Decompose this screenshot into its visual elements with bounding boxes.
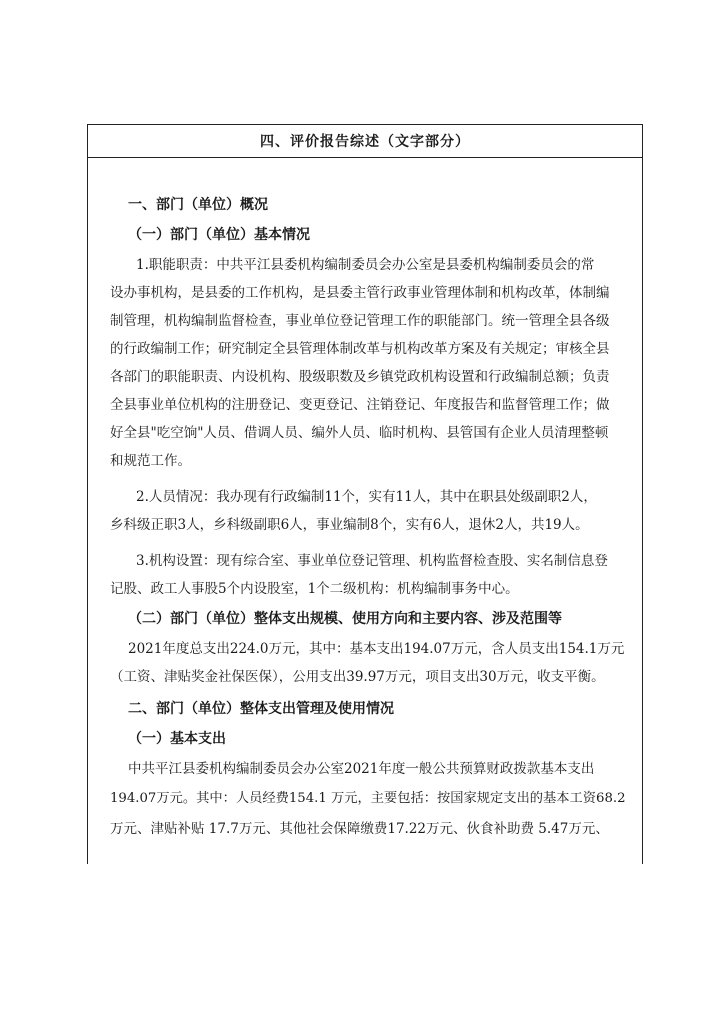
paragraph-line: 3.机构设置：现有综合室、事业单位登记管理、机构监督检查股、实名制信息登 xyxy=(136,553,608,569)
paragraph-line: 各部门的职能职责、内设机构、股级职数及乡镇党政机构设置和行政编制总额；负责 xyxy=(110,369,610,385)
report-table xyxy=(87,124,643,864)
paragraph-line: 记股、政工人事股5个内设股室，1个二级机构：机构编制事务中心。 xyxy=(110,581,519,597)
section1-heading: 一、部门（单位）概况 xyxy=(128,197,268,213)
section1-sub1-heading: （一）部门（单位）基本情况 xyxy=(128,227,310,243)
paragraph-line: 2.人员情况：我办现有行政编制11个，实有11人，其中在职县处级副职2人， xyxy=(136,489,597,505)
paragraph-line: 好全县"吃空饷"人员、借调人员、编外人员、临时机构、县管国有企业人员清理整顿 xyxy=(110,425,609,441)
paragraph-line: 中共平江县委机构编制委员会办公室2021年度一般公共预算财政拨款基本支出 xyxy=(128,761,595,777)
paragraph-line: 万元、津贴补贴 17.7万元、其他社会保障缴费17.22万元、伙食补助费 5.47万元、 xyxy=(110,821,609,837)
paragraph-line: 的行政编制工作；研究制定全县管理体制改革与机构改革方案及有关规定；审核全县 xyxy=(110,341,610,357)
paragraph-line: 设办事机构，是县委的工作机构，是县委主管行政事业管理体制和机构改革，体制编 xyxy=(110,285,610,301)
section2-sub1-heading: （一）基本支出 xyxy=(128,731,226,747)
paragraph-line: 194.07万元。其中：人员经费154.1 万元，主要包括：按国家规定支出的基本工资68.2 xyxy=(110,791,626,806)
paragraph-line: 和规范工作。 xyxy=(110,453,191,469)
section2-heading: 二、部门（单位）整体支出管理及使用情况 xyxy=(128,701,394,717)
section1-sub2-heading: （二）部门（单位）整体支出规模、使用方向和主要内容、涉及范围等 xyxy=(128,611,562,627)
paragraph-line: 制管理，机构编制监督检查，事业单位登记管理工作的职能部门。统一管理全县各级 xyxy=(110,313,610,329)
report-title: 四、评价报告综述（文字部分） xyxy=(260,134,470,150)
paragraph-line: （工资、津贴奖金社保医保），公用支出39.97万元，项目支出30万元，收支平衡。 xyxy=(110,669,605,685)
paragraph-line: 乡科级正职3人，乡科级副职6人，事业编制8个，实有6人，退休2人，共19人。 xyxy=(110,517,589,533)
paragraph-line: 2021年度总支出224.0万元，其中：基本支出194.07万元，含人员支出154.1万元 xyxy=(128,641,625,657)
paragraph-line: 全县事业单位机构的注册登记、变更登记、注销登记、年度报告和监督管理工作；做 xyxy=(110,397,610,413)
title-row xyxy=(88,125,642,158)
paragraph-line: 1.职能职责：中共平江县委机构编制委员会办公室是县委机构编制委员会的常 xyxy=(136,257,595,273)
